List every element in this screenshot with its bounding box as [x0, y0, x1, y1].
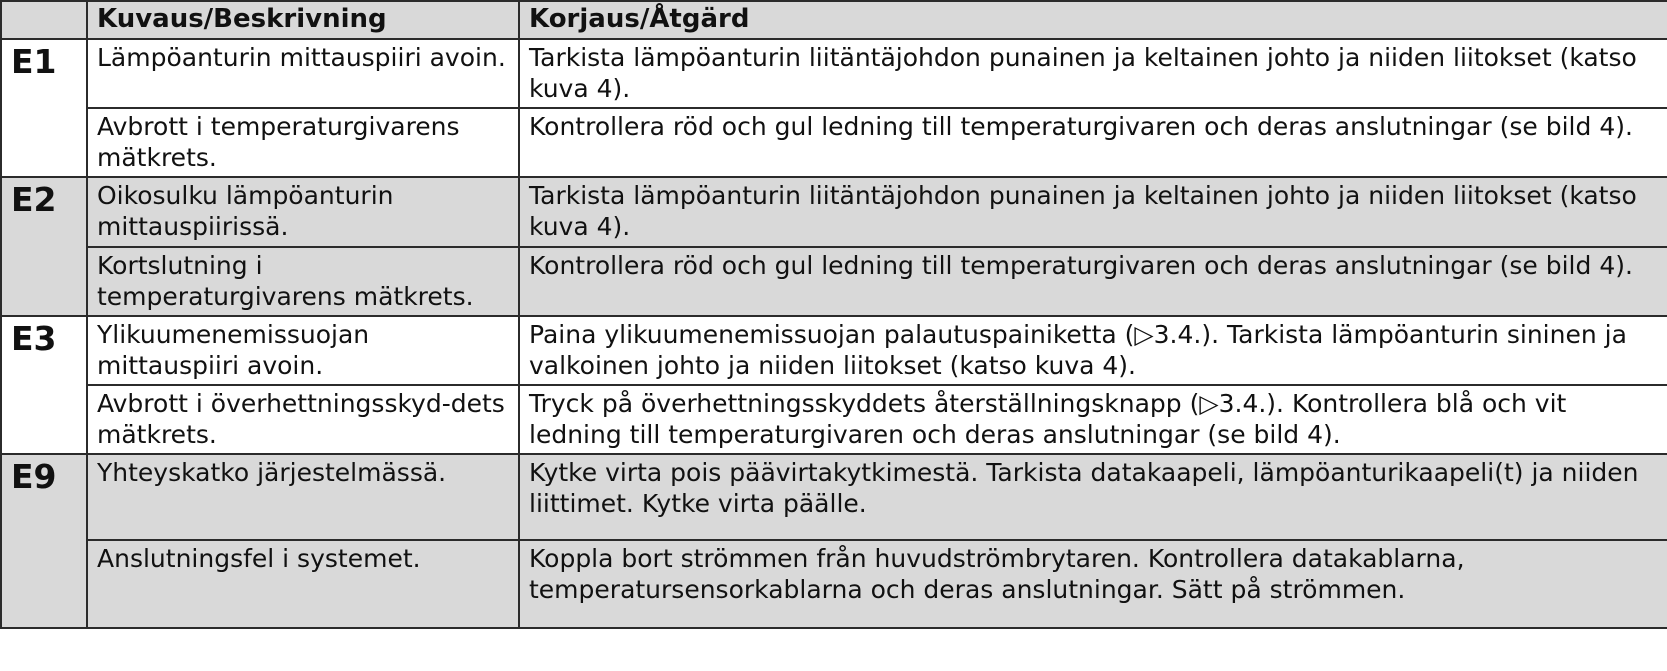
correction-cell: Kontrollera röd och gul ledning till temperaturgivaren och deras anslutningar (se bild 4). [519, 247, 1667, 316]
header-description: Kuvaus/Beskrivning [87, 1, 519, 39]
table-row [1, 39, 1667, 108]
header-correction: Korjaus/Åtgärd [519, 1, 1667, 39]
header-row [1, 1, 1667, 39]
description-cell: Yhteyskatko järjestelmässä. [87, 454, 519, 539]
error-group-e3 [1, 316, 1667, 454]
header-code [1, 1, 87, 39]
correction-cell: Tarkista lämpöanturin liitäntäjohdon punainen ja keltainen johto ja niiden liitokset (katso kuva 4). [519, 39, 1667, 108]
description-cell: Lämpöanturin mittauspiiri avoin. [87, 39, 519, 108]
error-group-e2 [1, 177, 1667, 315]
correction-cell: Koppla bort strömmen från huvudströmbrytaren. Kontrollera datakablarna, temperatursensorkablarna och deras anslutningar. Sätt på strömmen. [519, 540, 1667, 628]
description-cell: Anslutningsfel i systemet. [87, 540, 519, 628]
table-row [1, 385, 1667, 454]
correction-cell: Kontrollera röd och gul ledning till temperaturgivaren och deras anslutningar (se bild 4). [519, 108, 1667, 177]
description-cell: Kortslutning i temperaturgivarens mätkrets. [87, 247, 519, 316]
table-row [1, 177, 1667, 246]
error-code: E3 [1, 316, 87, 454]
table-row [1, 540, 1667, 628]
correction-cell: Tryck på överhettningsskyddets återställningsknapp (▷3.4.). Kontrollera blå och vit ledning till temperaturgivaren och deras anslutningar (se bild 4). [519, 385, 1667, 454]
table-row [1, 454, 1667, 539]
error-code: E1 [1, 39, 87, 177]
error-code: E9 [1, 454, 87, 628]
error-code: E2 [1, 177, 87, 315]
correction-cell: Tarkista lämpöanturin liitäntäjohdon punainen ja keltainen johto ja niiden liitokset (katso kuva 4). [519, 177, 1667, 246]
table-row [1, 316, 1667, 385]
correction-cell: Kytke virta pois päävirtakytkimestä. Tarkista datakaapeli, lämpöanturikaapeli(t) ja niiden liittimet. Kytke virta päälle. [519, 454, 1667, 539]
description-cell: Avbrott i temperaturgivarens mätkrets. [87, 108, 519, 177]
error-group-e1 [1, 39, 1667, 177]
correction-cell: Paina ylikuumenemissuojan palautuspainiketta (▷3.4.). Tarkista lämpöanturin sininen ja valkoinen johto ja niiden liitokset (katso kuva 4). [519, 316, 1667, 385]
description-cell: Avbrott i överhettningsskyd-dets mätkrets. [87, 385, 519, 454]
description-cell: Ylikuumenemissuojan mittauspiiri avoin. [87, 316, 519, 385]
error-group-e9 [1, 454, 1667, 628]
table-row [1, 247, 1667, 316]
table-row [1, 108, 1667, 177]
description-cell: Oikosulku lämpöanturin mittauspiirissä. [87, 177, 519, 246]
